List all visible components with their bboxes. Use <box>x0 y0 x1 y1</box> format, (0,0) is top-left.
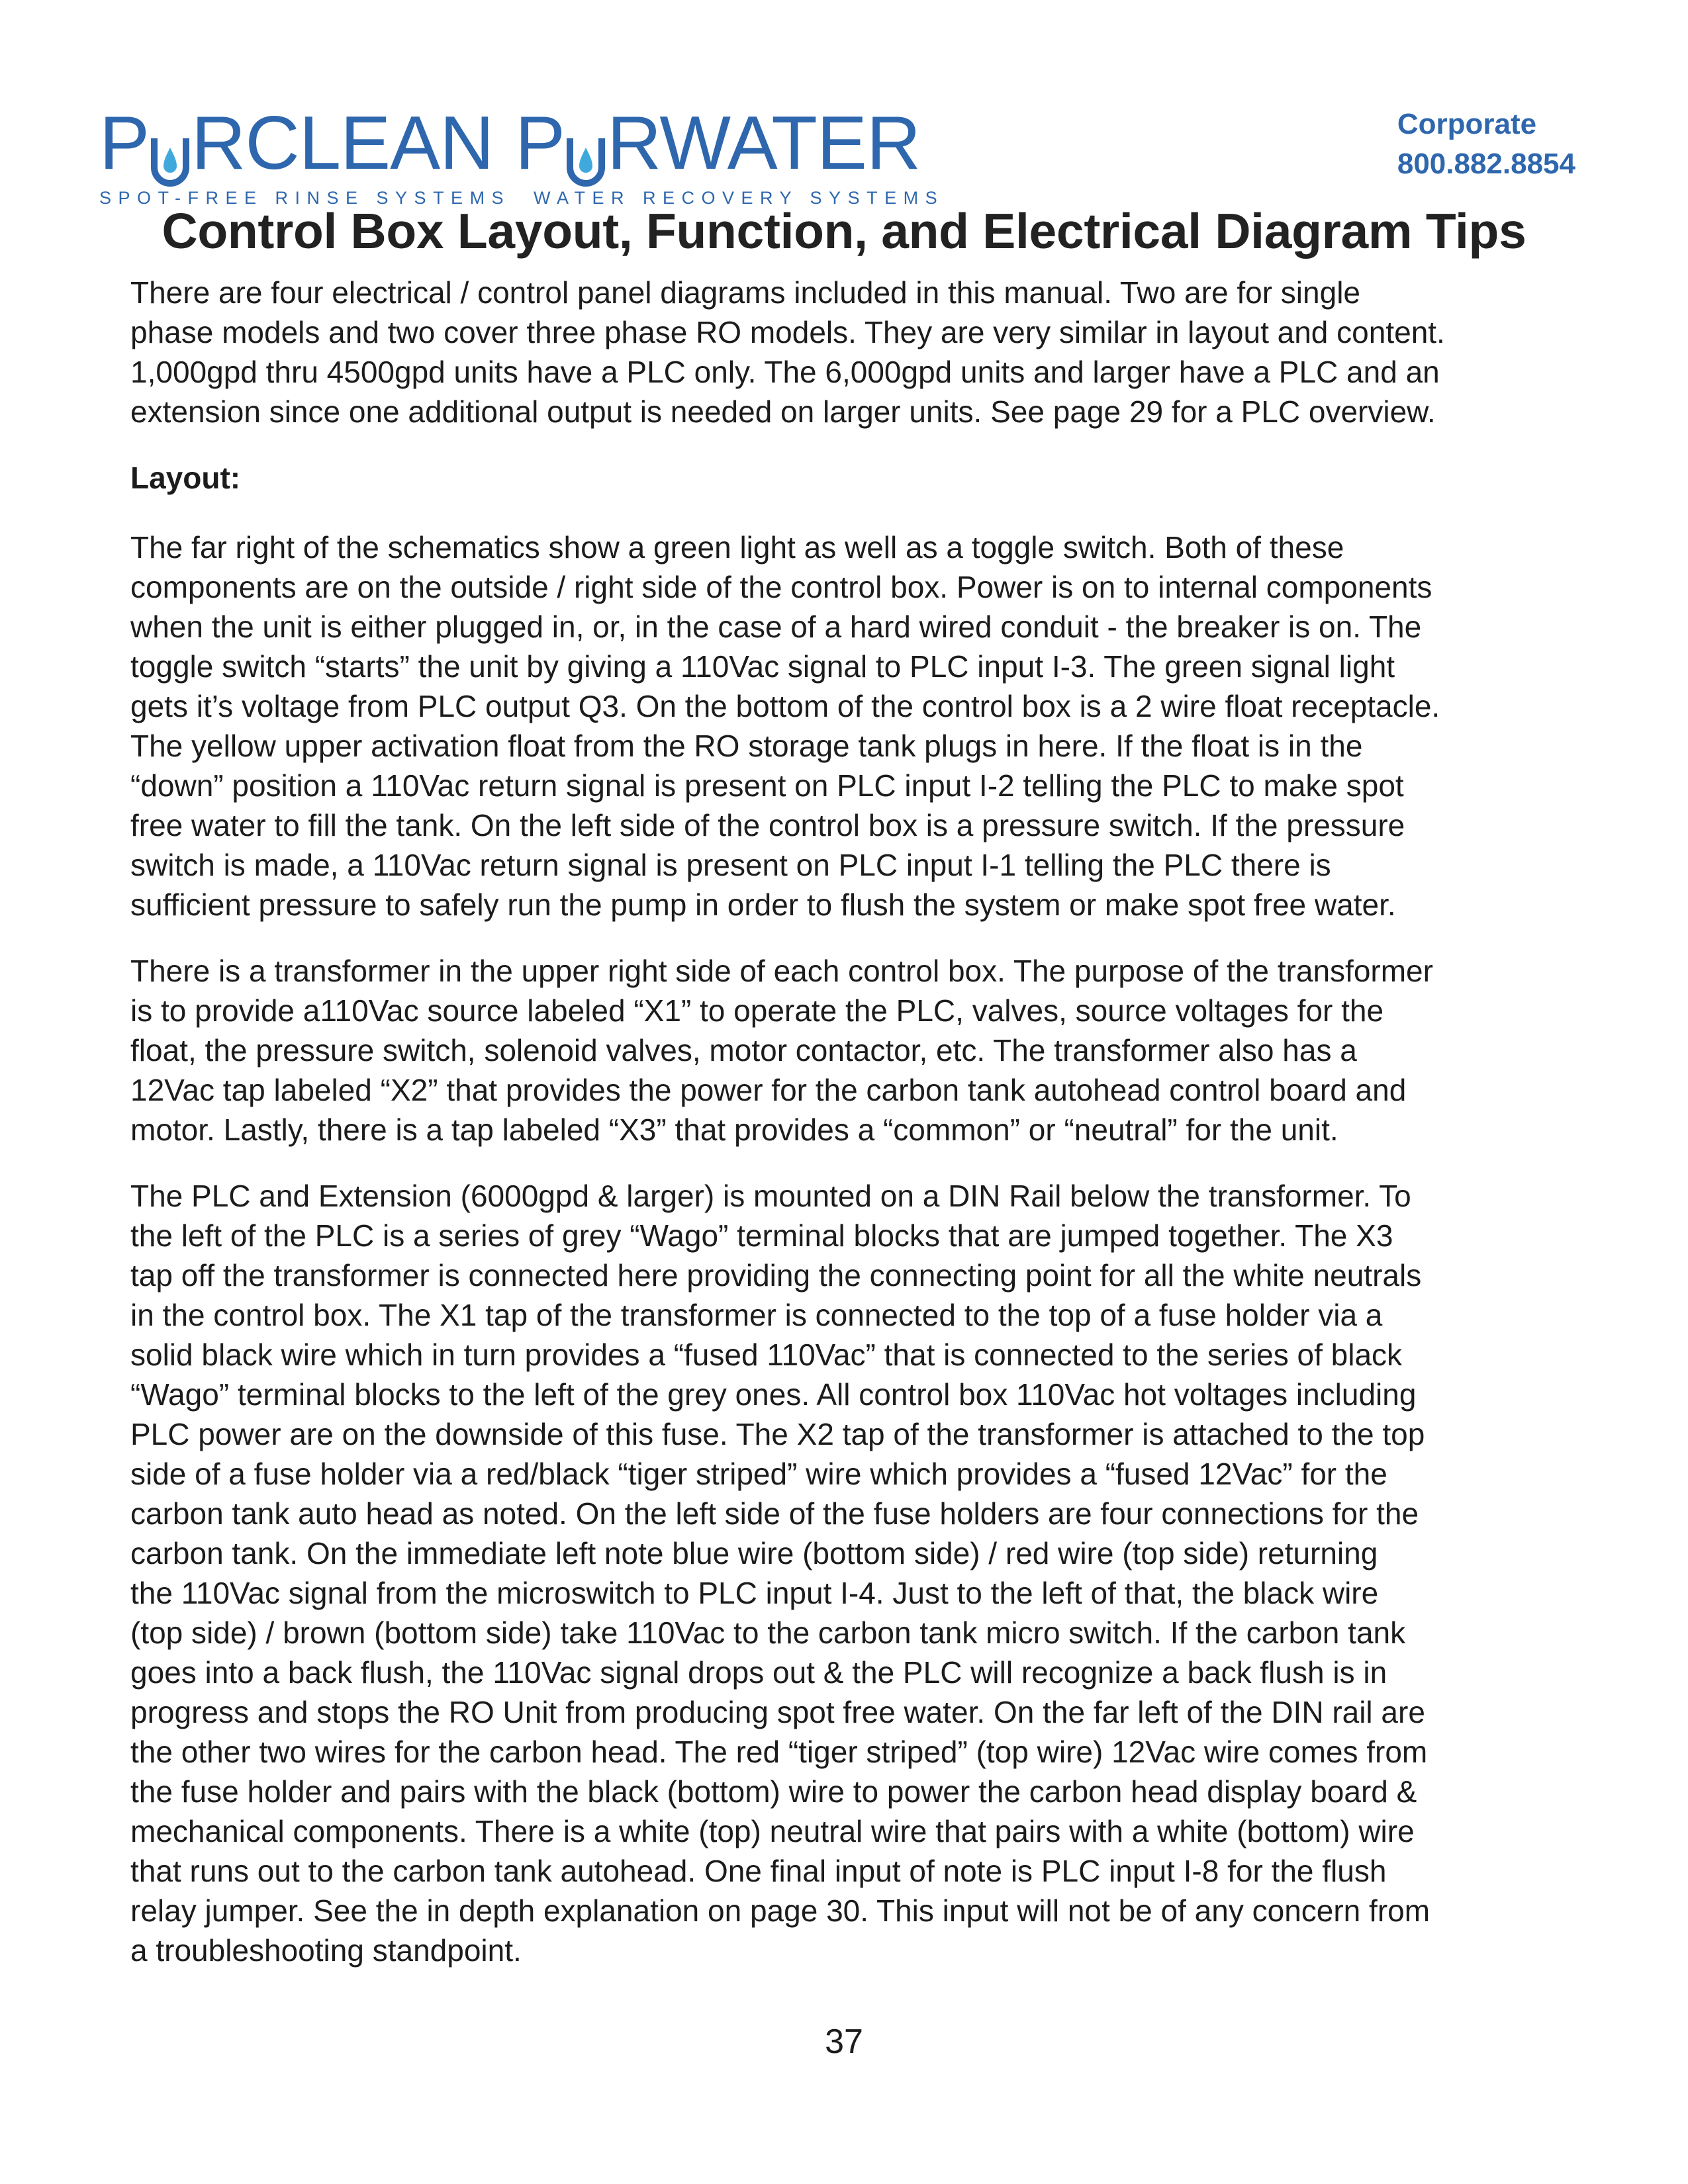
text-line: side of a fuse holder via a red/black “tiger striped” wire which provides a “fused 12Vac” for the <box>130 1457 1387 1491</box>
text-line: motor. Lastly, there is a tap labeled “X3” that provides a “common” or “neutral” for the unit. <box>130 1113 1338 1147</box>
water-drop-icon <box>150 127 190 181</box>
paragraph-transformer <box>130 951 1573 1150</box>
text-line: PLC power are on the downside of this fuse. The X2 tap of the transformer is attached to the top <box>130 1417 1425 1451</box>
text-line: The PLC and Extension (6000gpd & larger) is mounted on a DIN Rail below the transformer. To <box>130 1179 1411 1213</box>
text-line: There is a transformer in the upper right side of each control box. The purpose of the transformer <box>130 954 1433 988</box>
document-body <box>130 273 1573 1997</box>
text-line: extension since one additional output is needed on larger units. See page 29 for a PLC overview. <box>130 394 1436 429</box>
text-line: free water to fill the tank. On the left side of the control box is a pressure switch. If the pressure <box>130 808 1405 842</box>
purclean-tagline: SPOT-FREE RINSE SYSTEMS <box>99 188 511 208</box>
text-line: the left of the PLC is a series of grey “Wago” terminal blocks that are jumped together. The X3 <box>130 1218 1393 1253</box>
purwater-letters-rwater: RWATER <box>607 101 921 185</box>
paragraph-switches-float <box>130 527 1573 925</box>
text-line: is to provide a110Vac source labeled “X1” to operate the PLC, valves, source voltages for the <box>130 993 1384 1028</box>
text-line: float, the pressure switch, solenoid valves, motor contactor, etc. The transformer also has a <box>130 1033 1357 1068</box>
text-line: tap off the transformer is connected here providing the connecting point for all the white neutrals <box>130 1258 1422 1293</box>
purclean-wordmark <box>99 101 510 185</box>
text-line: “Wago” terminal blocks to the left of the grey ones. All control box 110Vac hot voltages including <box>130 1377 1417 1412</box>
purwater-logo <box>515 101 945 208</box>
text-line: the other two wires for the carbon head. The red “tiger striped” (top wire) 12Vac wire comes from <box>130 1735 1428 1769</box>
purclean-letter-p: P <box>99 101 150 185</box>
purwater-wordmark <box>515 101 944 185</box>
text-line: the fuse holder and pairs with the black (bottom) wire to power the carbon head display board & <box>130 1774 1417 1809</box>
purwater-tagline: WATER RECOVERY SYSTEMS <box>534 188 945 208</box>
purclean-letters-rclean: RCLEAN <box>191 101 494 185</box>
text-line: the 110Vac signal from the microswitch to PLC input I-4. Just to the left of that, the black wire <box>130 1576 1379 1610</box>
text-line: a troubleshooting standpoint. <box>130 1933 522 1968</box>
text-line: sufficient pressure to safely run the pump in order to flush the system or make spot free water. <box>130 887 1396 922</box>
text-line: mechanical components. There is a white (top) neutral wire that pairs with a white (bottom) wire <box>130 1814 1415 1848</box>
text-line: solid black wire which in turn provides a “fused 110Vac” that is connected to the series of black <box>130 1338 1403 1372</box>
text-line: 1,000gpd thru 4500gpd units have a PLC only. The 6,000gpd units and larger have a PLC and an <box>130 355 1440 389</box>
text-line: components are on the outside / right side of the control box. Power is on to internal components <box>130 570 1432 604</box>
water-drop-icon <box>566 127 606 181</box>
text-line: that runs out to the carbon tank autohead. One final input of note is PLC input I-8 for the flush <box>130 1854 1387 1888</box>
purclean-logo <box>99 101 511 208</box>
text-line: goes into a back flush, the 110Vac signal drops out & the PLC will recognize a back flush is in <box>130 1655 1387 1690</box>
text-line: carbon tank auto head as noted. On the left side of the fuse holders are four connections for the <box>130 1496 1419 1531</box>
page-number: 37 <box>825 2023 863 2061</box>
text-line: There are four electrical / control panel diagrams included in this manual. Two are for single <box>130 275 1360 310</box>
text-line: when the unit is either plugged in, or, in the case of a hard wired conduit - the breaker is on. The <box>130 610 1422 644</box>
layout-heading: Layout: <box>130 461 241 495</box>
text-line: (top side) / brown (bottom side) take 110Vac to the carbon tank micro switch. If the carbon tank <box>130 1615 1406 1650</box>
paragraph-plc-wiring <box>130 1176 1573 1970</box>
text-line: progress and stops the RO Unit from producing spot free water. On the far left of the DIN rail are <box>130 1695 1425 1729</box>
purwater-letter-p: P <box>515 101 565 185</box>
text-line: The yellow upper activation float from the RO storage tank plugs in here. If the float is in the <box>130 729 1363 763</box>
text-line: switch is made, a 110Vac return signal is present on PLC input I-1 telling the PLC there is <box>130 848 1331 882</box>
text-line: toggle switch “starts” the unit by giving a 110Vac signal to PLC input I-3. The green signal light <box>130 649 1395 684</box>
corporate-label: Corporate <box>1397 108 1537 140</box>
text-line: relay jumper. See the in depth explanation on page 30. This input will not be of any concern from <box>130 1893 1430 1928</box>
text-line: phase models and two cover three phase RO models. They are very similar in layout and content. <box>130 315 1445 349</box>
corporate-phone: 800.882.8854 <box>1397 148 1575 180</box>
text-line: in the control box. The X1 tap of the transformer is connected to the top of a fuse holder via a <box>130 1298 1383 1332</box>
text-line: The far right of the schematics show a green light as well as a toggle switch. Both of these <box>130 530 1344 565</box>
page-title: Control Box Layout, Function, and Electrical Diagram Tips <box>162 203 1526 259</box>
intro-paragraph <box>130 273 1573 432</box>
corporate-contact <box>1397 105 1575 184</box>
text-line: “down” position a 110Vac return signal is present on PLC input I-2 telling the PLC to make spot <box>130 768 1404 803</box>
text-line: gets it’s voltage from PLC output Q3. On the bottom of the control box is a 2 wire float receptacle. <box>130 689 1440 723</box>
text-line: carbon tank. On the immediate left note blue wire (bottom side) / red wire (top side) returning <box>130 1536 1378 1570</box>
text-line: 12Vac tap labeled “X2” that provides the power for the carbon tank autohead control board and <box>130 1073 1407 1107</box>
